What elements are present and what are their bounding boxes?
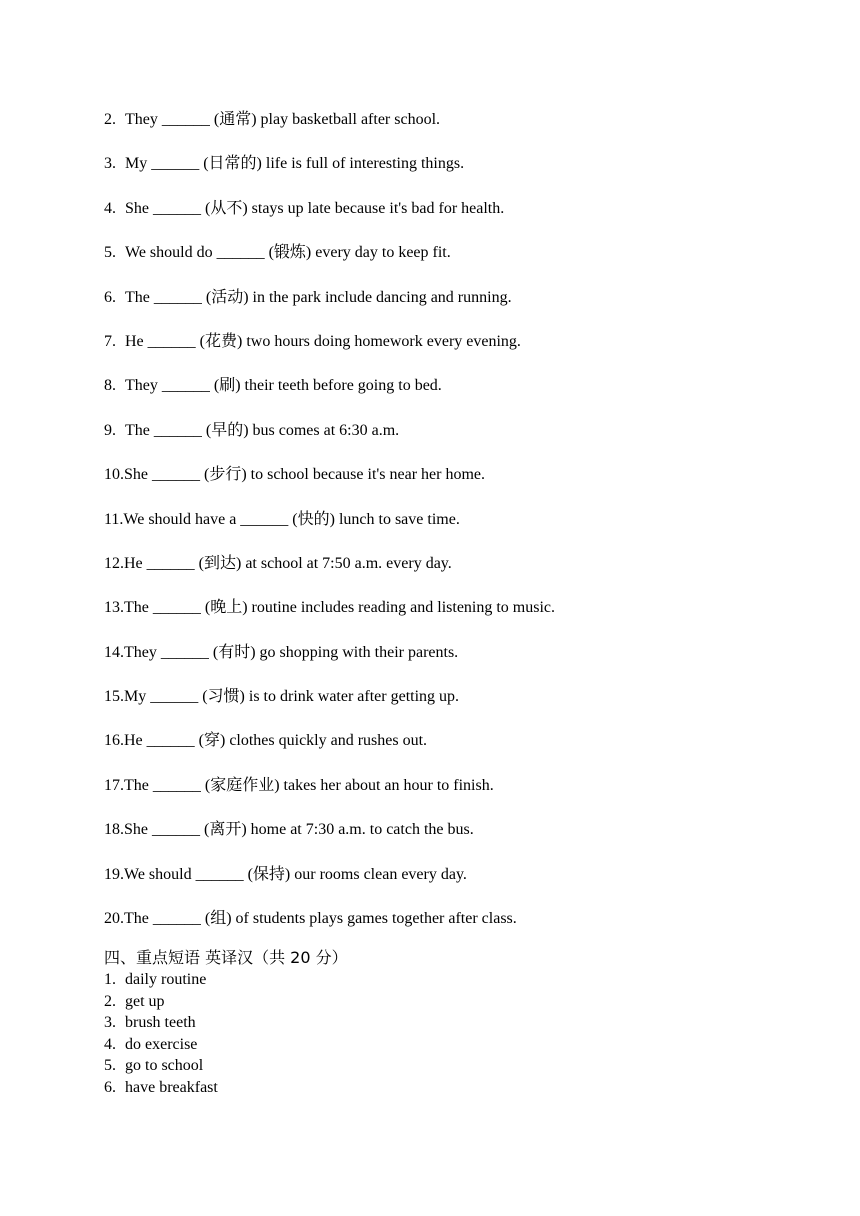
phrase-item [104,1013,218,1035]
phrase-item [104,1056,218,1078]
item-number: 15. [104,688,124,706]
exercise-item [104,598,824,642]
exercise-item [104,510,824,554]
item-text: We should ______ (保持) our rooms clean every day. [124,865,467,883]
phrase-text: do exercise [125,1035,198,1053]
item-number: 12. [104,554,124,572]
item-number: 10. [104,466,124,484]
item-number: 8. [104,377,116,395]
item-number: 5. [104,1057,116,1075]
item-text: He ______ (花费) two hours doing homework every evening. [125,332,521,350]
phrase-text: brush teeth [125,1014,196,1032]
exercise-item [104,643,824,687]
item-number: 3. [104,1014,116,1032]
item-number: 11. [104,510,124,528]
phrase-item [104,970,218,992]
item-text: We should have a ______ (快的) lunch to save time. [123,510,460,528]
item-text: They ______ (刷) their teeth before going to bed. [125,377,442,395]
exercise-item [104,820,824,864]
exercise-item [104,110,824,154]
item-text: They ______ (通常) play basketball after school. [125,111,441,128]
item-number: 2. [104,992,116,1010]
item-text: She ______ (离开) home at 7:30 a.m. to catch the bus. [124,821,474,839]
item-text: My ______ (习惯) is to drink water after getting up. [124,688,460,706]
phrase-list [104,970,218,1100]
exercise-item [104,776,824,820]
exercise-item [104,332,824,376]
exercise-item [104,465,824,509]
item-number: 20. [104,910,124,928]
phrase-item [104,1035,218,1057]
item-number: 6. [104,288,116,306]
section-heading: 四、重点短语 英译汉（共 20 分） [104,948,348,967]
item-text: They ______ (有时) go shopping with their parents. [124,643,459,661]
exercise-item [104,243,824,287]
exercise-item [104,865,824,909]
exercise-item [104,154,824,198]
exercise-item [104,199,824,243]
item-number: 4. [104,199,116,217]
item-number: 18. [104,821,124,839]
exercise-item [104,421,824,465]
item-text: We should do ______ (锻炼) every day to keep fit. [125,244,451,262]
item-text: The ______ (家庭作业) takes her about an hour to finish. [124,776,494,794]
phrase-item [104,1078,218,1100]
phrase-text: daily routine [125,971,207,988]
item-number: 13. [104,599,124,617]
item-number: 6. [104,1078,116,1096]
item-text: The ______ (早的) bus comes at 6:30 a.m. [125,421,400,439]
item-number: 5. [104,244,116,262]
item-text: He ______ (到达) at school at 7:50 a.m. every day. [124,554,452,572]
phrase-item [104,992,218,1014]
item-number: 7. [104,332,116,350]
exercise-item [104,376,824,420]
item-text: The ______ (晚上) routine includes reading and listening to music. [124,599,556,617]
exercise-item [104,554,824,598]
phrase-text: have breakfast [125,1078,218,1096]
item-number: 16. [104,732,124,750]
item-number: 3. [104,155,116,173]
phrase-text: go to school [125,1057,204,1075]
item-number: 2. [104,111,116,128]
item-number: 19. [104,865,124,883]
item-number: 4. [104,1035,116,1053]
exercise-item [104,288,824,332]
item-text: She ______ (从不) stays up late because it's bad for health. [125,199,505,217]
item-text: The ______ (组) of students plays games together after class. [124,910,517,928]
item-number: 1. [104,971,116,988]
exercise-item [104,687,824,731]
item-number: 9. [104,421,116,439]
phrase-text: get up [125,992,165,1010]
item-text: He ______ (穿) clothes quickly and rushes out. [124,732,428,750]
item-number: 14. [104,643,124,661]
item-text: The ______ (活动) in the park include dancing and running. [125,288,512,306]
item-number: 17. [104,776,124,794]
fill-in-exercise-list [104,110,824,953]
item-text: My ______ (日常的) life is full of interesting things. [125,155,465,173]
exercise-item [104,731,824,775]
item-text: She ______ (步行) to school because it's near her home. [124,466,486,484]
